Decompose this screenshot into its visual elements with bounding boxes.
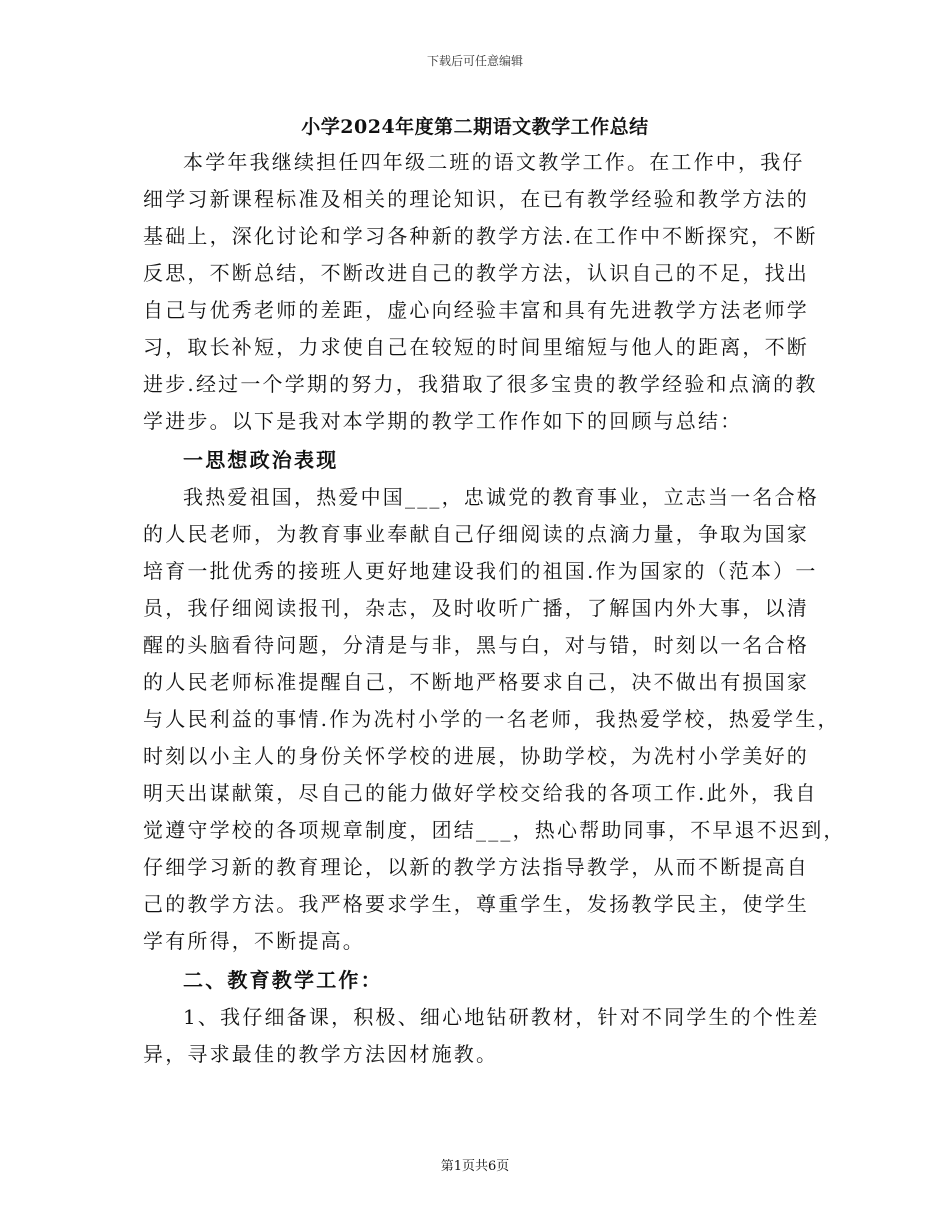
paragraph-line: 1、我仔细备课，积极、细心地钻研教材，针对不同学生的个性差 — [183, 1005, 820, 1029]
paragraph-line: 学有所得，不断提高。 — [143, 929, 365, 953]
paragraph-line: 与人民利益的事情.作为冼村小学的一名老师，我热爱学校，热爱学生， — [143, 707, 840, 731]
section-heading: 二、教育教学工作： — [183, 968, 383, 992]
paragraph-line: 本学年我继续担任四年级二班的语文教学工作。在工作中，我仔 — [183, 150, 805, 174]
paragraph-line: 的人民老师标准提醒自己，不断地严格要求自己，决不做出有损国家 — [143, 670, 809, 694]
paragraph-line: 培育一批优秀的接班人更好地建设我们的祖国.作为国家的（范本）一 — [143, 559, 818, 583]
paragraph-line: 仔细学习新的教育理论，以新的教学方法指导教学，从而不断提高自 — [143, 855, 809, 879]
paragraph-line: 学进步。以下是我对本学期的教学工作作如下的回顾与总结： — [143, 409, 743, 433]
paragraph-line: 醒的头脑看待问题，分清是与非，黑与白，对与错，时刻以一名合格 — [143, 633, 809, 657]
page-number: 第1页共6页 — [440, 1159, 510, 1174]
paragraph-line: 明天出谋献策，尽自己的能力做好学校交给我的各项工作.此外，我自 — [143, 781, 818, 805]
paragraph-line: 反思，不断总结，不断改进自己的教学方法，认识自己的不足，找出 — [143, 261, 809, 285]
paragraph-line: 的人民老师，为教育事业奉献自己仔细阅读的点滴力量，争取为国家 — [143, 522, 809, 546]
section-heading: 一思想政治表现 — [183, 448, 339, 472]
paragraph-line: 自己与优秀老师的差距，虚心向经验丰富和具有先进教学方法老师学 — [143, 298, 809, 322]
paragraph-line: 基础上，深化讨论和学习各种新的教学方法.在工作中不断探究，不断 — [143, 224, 818, 248]
paragraph-line: 异，寻求最佳的教学方法因材施教。 — [143, 1042, 499, 1066]
paragraph-line: 员，我仔细阅读报刊，杂志，及时收听广播，了解国内外大事，以清 — [143, 596, 809, 620]
paragraph-line: 我热爱祖国，热爱中国___，忠诚党的教育事业，立志当一名合格 — [183, 485, 819, 509]
document-title: 小学2024年度第二期语文教学工作总结 — [301, 116, 649, 138]
page-header-note: 下载后可任意编辑 — [426, 54, 523, 68]
paragraph-line: 己的教学方法。我严格要求学生，尊重学生，发扬教学民主，使学生 — [143, 892, 809, 916]
paragraph-line: 觉遵守学校的各项规章制度，团结___，热心帮助同事，不早退不迟到， — [143, 818, 846, 842]
paragraph-line: 时刻以小主人的身份关怀学校的进展，协助学校，为冼村小学美好的 — [143, 744, 809, 768]
paragraph-line: 进步.经过一个学期的努力，我猎取了很多宝贵的教学经验和点滴的教 — [143, 372, 818, 396]
paragraph-line: 习，取长补短，力求使自己在较短的时间里缩短与他人的距离，不断 — [143, 335, 809, 359]
paragraph-line: 细学习新课程标准及相关的理论知识，在已有教学经验和教学方法的 — [143, 187, 809, 211]
